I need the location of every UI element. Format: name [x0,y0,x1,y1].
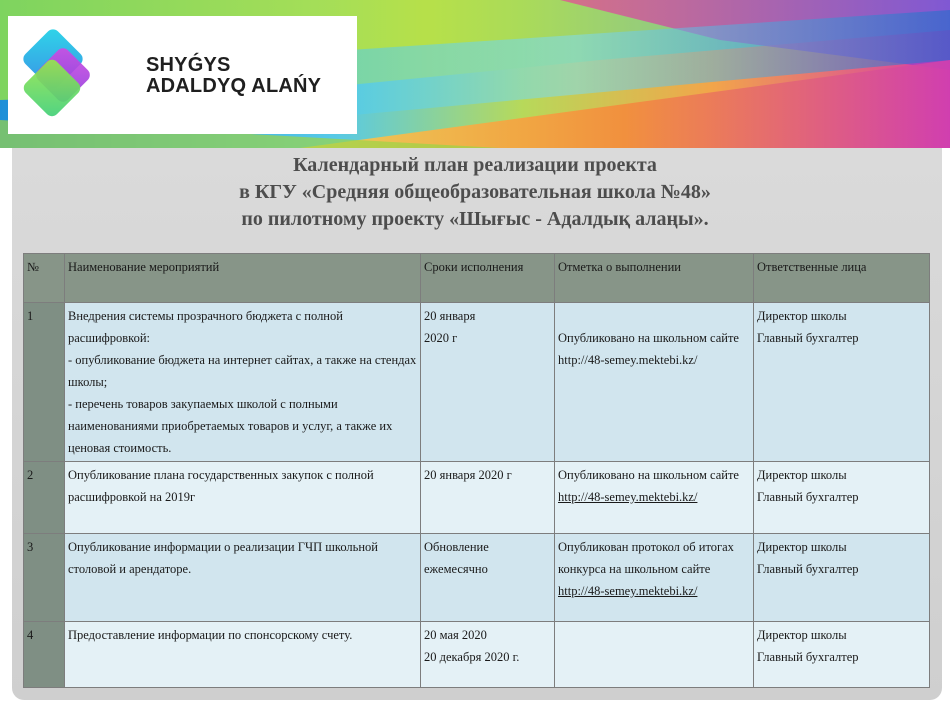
brand-logo-icon [8,16,128,134]
table-row [24,622,930,688]
row-status-text: Опубликовано на школьном сайте http://48-semey.mektebi.kz/ [558,331,739,367]
header-status: Отметка о выполнении [555,254,754,303]
row-status-text: Опубликован протокол об итогах конкурса на школьном сайте [558,540,734,576]
title-line-2: в КГУ «Средняя общеобразовательная школа №48» [239,181,711,203]
row-status [555,622,754,688]
row-deadline: 20 января 2020 г [421,462,555,534]
header-number: № [24,254,65,303]
plan-table [23,253,930,688]
row-responsible: Директор школы Главный бухгалтер [754,622,930,688]
row-deadline: Обновление ежемесячно [421,534,555,622]
brand-line-2: ADALDYQ ALAŃY [146,75,322,97]
header-deadline: Сроки исполнения [421,254,555,303]
row-deadline: 20 мая 2020 20 декабря 2020 г. [421,622,555,688]
header-banner [0,0,950,148]
table-row [24,534,930,622]
row-status [555,534,754,622]
header-event: Наименование мероприятий [65,254,421,303]
header-responsible: Ответственные лица [754,254,930,303]
row-number: 2 [24,462,65,534]
row-status [555,303,754,462]
row-status [555,462,754,534]
row-number: 3 [24,534,65,622]
row-status-text: Опубликовано на школьном сайте [558,468,739,482]
brand-line-1: SHYǴYS [146,54,231,76]
row-responsible: Директор школы Главный бухгалтер [754,462,930,534]
logo-panel [8,16,357,134]
row-event: Опубликование плана государственных закупок с полной расшифровкой на 2019г [65,462,421,534]
row-event: Предоставление информации по спонсорскому счету. [65,622,421,688]
title-line-3: по пилотному проекту «Шығыс - Адалдық алаңы». [241,208,709,230]
row-number: 4 [24,622,65,688]
table-row [24,462,930,534]
row-event: Опубликование информации о реализации ГЧП школьной столовой и арендаторе. [65,534,421,622]
table-row [24,303,930,462]
site-link[interactable]: http://48-semey.mektebi.kz/ [558,490,698,504]
brand-wordmark [146,55,321,97]
title-line-1: Календарный план реализации проекта [293,154,657,176]
row-event: Внедрения системы прозрачного бюджета с полной расшифровкой: - опубликование бюджета на интернет сайтах, а также на стендах школы; - перечень товаров закупаемых школой с полными наименованиями приобретаемых товаров и услуг, а также их ценовая стоимость. [65,303,421,462]
site-link[interactable]: http://48-semey.mektebi.kz/ [558,584,698,598]
row-deadline: 20 января 2020 г [421,303,555,462]
row-responsible: Директор школы Главный бухгалтер [754,534,930,622]
row-responsible: Директор школы Главный бухгалтер [754,303,930,462]
page-title [0,152,950,233]
row-number: 1 [24,303,65,462]
table-header-row [24,254,930,303]
